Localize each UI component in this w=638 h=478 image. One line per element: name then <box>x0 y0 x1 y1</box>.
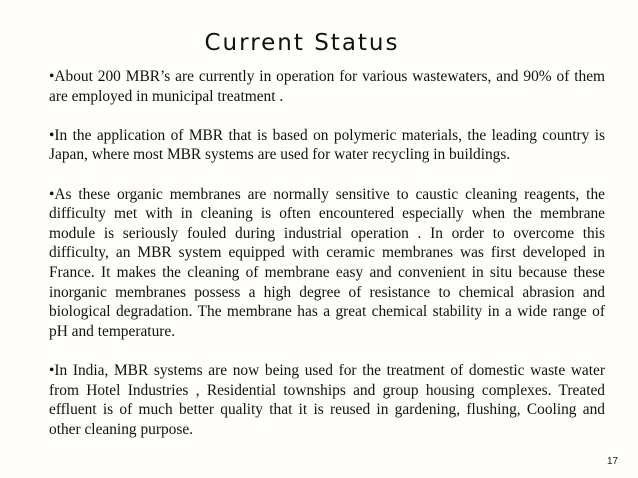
slide-title: Current Status <box>204 30 400 56</box>
page-number: 17 <box>607 456 619 467</box>
bullet-paragraph-mbr-count: •About 200 MBR’s are currently in operation for various wastewaters, and 90% of them are employed in municipal treatment . <box>49 68 605 105</box>
bullet-paragraph-india: •In India, MBR systems are now being used for the treatment of domestic waste water from Hotel Industries , Residential townships and group housing complexes. Treated effluent is of much better quality that it is reused in gardening, flushing, Cooling and other cleaning purpose. <box>49 361 605 438</box>
bullet-paragraph-ceramic-membranes: •As these organic membranes are normally sensitive to caustic cleaning reagents, the difficulty met with in cleaning is often encountered especially when the membrane module is seriously fouled during industrial operation . In order to overcome this difficulty, an MBR system equipped with ceramic membranes was first developed in France. It makes the cleaning of membrane easy and convenient in situ because these inorganic membranes possess a high degree of resistance to chemical abrasion and biological degradation. The membrane has a great chemical stability in a wide range of pH and temperature. <box>49 185 605 340</box>
bullet-paragraph-japan: •In the application of MBR that is based on polymeric materials, the leading country is Japan, where most MBR systems are used for water recycling in buildings. <box>49 126 605 164</box>
slide-body <box>49 67 605 439</box>
